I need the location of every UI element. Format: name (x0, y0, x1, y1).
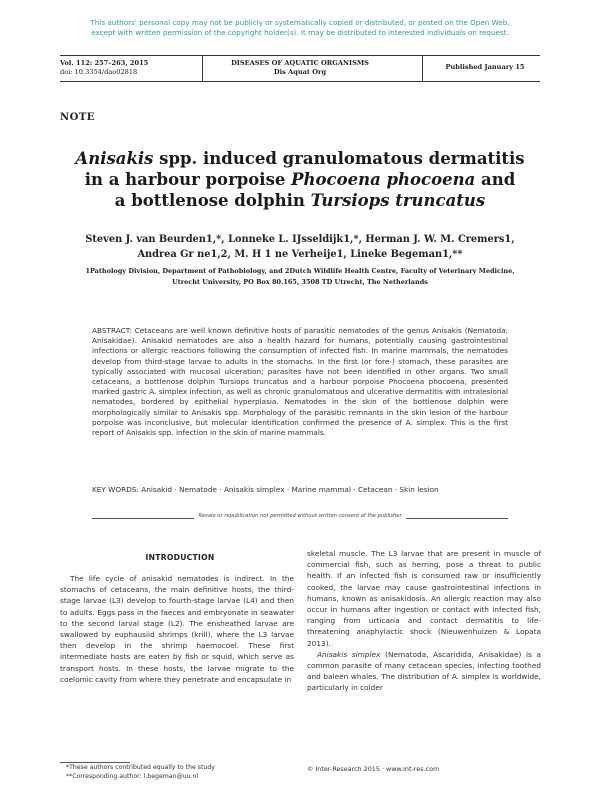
copyright-line: © Inter-Research 2015 · www.int-res.com (307, 765, 440, 773)
authors-line-1: Steven J. van Beurden1,*, Lonneke L. IJsseldijk1,*, Herman J. W. M. Cremers1, (85, 234, 515, 245)
copyright-notice (30, 18, 570, 38)
author-list (60, 232, 540, 262)
right-column (307, 548, 541, 694)
journal-name: DISEASES OF AQUATIC ORGANISMS (231, 59, 369, 67)
affiliation-line-2: Utrecht University, PO Box 80.165, 3508 TD Utrecht, The Netherlands (172, 278, 428, 286)
affiliations (60, 266, 540, 288)
notice-line-2: except with written permission of the copyright holder(s). It may be distributed to interested individuals on request. (91, 28, 509, 37)
footnotes (66, 763, 296, 781)
keywords-text: Anisakid · Nematode · Anisakis simplex · Marine mammal · Cetacean · Skin lesion (141, 485, 439, 494)
title-line-3: a bottlenose dolphin Tursiops truncatus (114, 191, 486, 210)
doi: doi: 10.3354/dao02818 (60, 68, 138, 76)
keywords (92, 485, 508, 495)
resale-notice: Resale or republication not permitted without written consent of the publisher (92, 513, 508, 519)
article-type-label: NOTE (60, 112, 95, 123)
intro-paragraph-2: Anisakis simplex (Nematoda, Ascaridida, Anisakidae) is a common parasite of many cetacean species, infecting toothed and baleen whales. The distribution of A. simplex is worldwide, particularly in colder (307, 649, 542, 693)
intro-paragraph-1: The life cycle of anisakid nematodes is indirect. In the stomachs of cetaceans, the main definitive hosts, the third-stage larvae (L3) develop to fourth-stage larvae (L4) and then to adults. Eggs pass in the faeces and embryonate in seawater to the second larval stage (L2). The ensheathed larvae are swallowed by euphausiid shrimps (krill), where the L3 larvae then develop in the shrimp haemocoel. These first intermediate hosts are eaten by fish or squid, which serve as transport hosts. In these hosts, the larvae migrate to the coelomic cavity from where they penetrate and encapsulate in (60, 574, 294, 684)
title-line-2: in a harbour porpoise Phocoena phocoena and (84, 170, 516, 189)
footnote-corresponding-author: **Corresponding author: l.begeman@uu.nl (66, 773, 199, 780)
authors-line-2: Andrea Gr ne1,2, M. H 1 ne Verheije1, Lineke Begeman1,** (137, 249, 463, 260)
volume-info (60, 59, 148, 77)
abstract-label: ABSTRACT: (92, 326, 132, 335)
title-line-1: Anisakis spp. induced granulomatous dermatitis (75, 149, 525, 168)
journal-name-block (210, 59, 390, 77)
footnote-equal-contribution: *These authors contributed equally to the study (66, 764, 215, 771)
abstract (92, 326, 508, 438)
journal-abbrev: Dis Aquat Org (273, 68, 327, 76)
introduction-heading: INTRODUCTION (145, 553, 215, 562)
intro-paragraph-1-cont: skeletal muscle. The L3 larvae that are present in muscle of commercial fish, such as herring, pose a threat to public health. If an infected fish is consumed raw or insufficiently cooked, the larvae may cause gastrointestinal infections in humans, known as anisakidosis. An allergic reaction may also occur in humans after ingestion or contact with infected fish, ranging from urticaria and contact dermatitis to life-threatening anaphylactic shock (Nieuwenhuizen & Lopata 2013). (307, 549, 541, 648)
volume: Vol. 112: 257–263, 2015 (60, 59, 149, 67)
published-date: Published January 15 (445, 63, 525, 71)
article-title (60, 148, 540, 211)
affiliation-line-1: 1Pathology Division, Department of Pathobiology, and 2Dutch Wildlife Health Centre, Faculty of Veterinary Medicine, (85, 267, 515, 275)
abstract-text: Cetaceans are well known definitive hosts of parasitic nematodes of the genus Anisakis (Nematoda: Anisakidae). Anisakid nematodes are also a health hazard for humans, potentially causing gastrointestinal infections or allergic reactions following the consumption of infected fish. In marine mammals, the nematodes develop from third-stage larvae to adults in the stomachs. In the first (or fore-) stomach, these parasites are typically associated with mucosal ulceration; parasites have not been identified in other organs. Two small cetaceans, a bottlenose dolphin Tursiops truncatus and a harbour porpoise Phocoena phocoena, presented marked gastric A. simplex infection, as well as chronic granulomatous and ulcerative dermatitis with intralesional nematodes, bordered by epithelial hyperplasia. Nematodes in the skin of the bottlenose dolphin were morphologically similar to Anisakis spp. Morphology of the parasitic remnants in the skin lesion of the harbour porpoise was inconclusive, but molecular identification confirmed the presence of A. simplex. This is the first report of Anisakis spp. infection in the skin of marine mammals. (92, 326, 508, 438)
journal-header (60, 55, 540, 82)
notice-line-1: This authors' personal copy may not be publicly or systematically copied or distributed, or posted on the Open Web, (90, 18, 510, 27)
left-column (60, 573, 294, 685)
keywords-label: KEY WORDS: (92, 485, 139, 494)
